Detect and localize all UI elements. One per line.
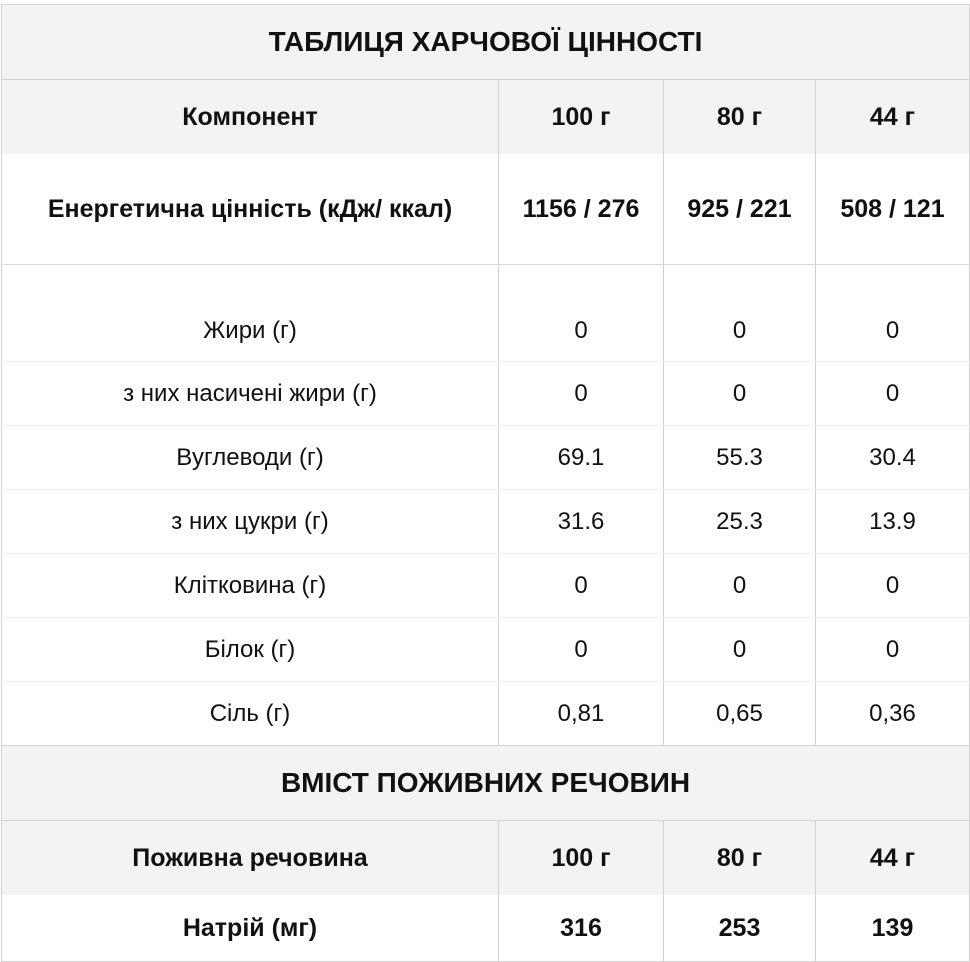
energy-80g: 925 / 221 [664,154,816,265]
table-row [2,682,970,746]
row-value-100g: 0 [499,554,664,618]
row-label: Натрій (мг) [2,895,499,962]
row-label: Жири (г) [2,265,499,362]
header-100g: 100 г [499,821,664,896]
table-row [2,426,970,490]
row-value-80g: 0 [664,265,816,362]
energy-44g: 508 / 121 [816,154,970,265]
row-value-80g: 253 [664,895,816,962]
row-value-80g: 0,65 [664,682,816,746]
row-label: Вуглеводи (г) [2,426,499,490]
nutrition-table-title-row [2,5,970,80]
row-value-80g: 25.3 [664,490,816,554]
energy-row [2,154,970,265]
row-value-100g: 316 [499,895,664,962]
nutrients-header-row [2,821,970,896]
nutrients-table-title-row [2,746,970,821]
table-row [2,554,970,618]
nutrition-table-title: ТАБЛИЦЯ ХАРЧОВОЇ ЦІННОСТІ [2,5,970,80]
header-component: Компонент [2,80,499,155]
row-value-80g: 55.3 [664,426,816,490]
row-label: з них насичені жири (г) [2,362,499,426]
header-44g: 44 г [816,80,970,155]
row-value-80g: 0 [664,618,816,682]
row-value-100g: 0 [499,265,664,362]
nutrition-facts-table [1,4,970,962]
row-value-44g: 30.4 [816,426,970,490]
header-80g: 80 г [664,821,816,896]
table-row [2,618,970,682]
row-value-80g: 0 [664,554,816,618]
row-value-100g: 0,81 [499,682,664,746]
energy-100g: 1156 / 276 [499,154,664,265]
table-row [2,490,970,554]
table-row [2,895,970,962]
table-row [2,362,970,426]
row-value-44g: 0 [816,362,970,426]
row-value-44g: 139 [816,895,970,962]
row-value-44g: 0 [816,554,970,618]
nutrition-header-row [2,80,970,155]
row-label: Білок (г) [2,618,499,682]
row-value-80g: 0 [664,362,816,426]
row-value-44g: 0,36 [816,682,970,746]
row-value-100g: 31.6 [499,490,664,554]
row-value-44g: 0 [816,618,970,682]
header-100g: 100 г [499,80,664,155]
header-nutrient: Поживна речовина [2,821,499,896]
nutrients-table-title: ВМІСТ ПОЖИВНИХ РЕЧОВИН [2,746,970,821]
table-row [2,265,970,362]
header-44g: 44 г [816,821,970,896]
energy-label: Енергетична цінність (кДж/ ккал) [2,154,499,265]
row-label: з них цукри (г) [2,490,499,554]
row-value-100g: 69.1 [499,426,664,490]
row-label: Сіль (г) [209,699,291,727]
header-80g: 80 г [664,80,816,155]
row-label: Клітковина (г) [2,554,499,618]
row-value-44g: 13.9 [816,490,970,554]
row-value-100g: 0 [499,618,664,682]
row-value-100g: 0 [499,362,664,426]
row-value-44g: 0 [816,265,970,362]
